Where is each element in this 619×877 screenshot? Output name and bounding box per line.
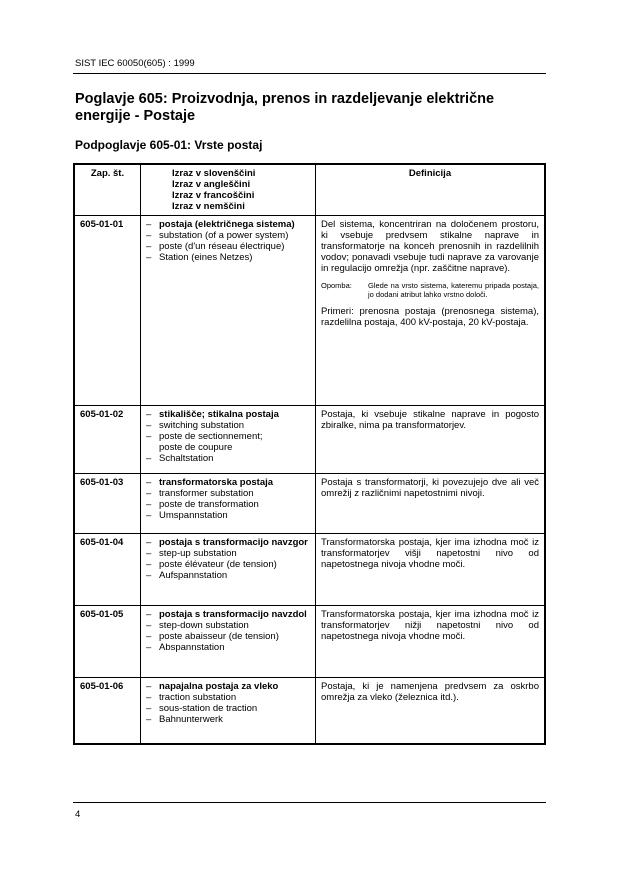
- term-fr: – poste élévateur (de tension): [146, 559, 277, 570]
- definition-text: Transformatorska postaja, kjer ima izhodna moč iz transformatorjev višji napetostni nivo od napetostnega nivoja vhodne moči.: [321, 537, 539, 570]
- entry-definition: [316, 534, 546, 606]
- entry-number: 605-01-02: [74, 406, 141, 474]
- term-fr: – poste (d'un réseau électrique): [146, 241, 285, 252]
- header-term-en: Izraz v angleščini: [172, 179, 251, 190]
- table-row: [74, 606, 545, 678]
- term-sl: – stikališče; stikalna postaja: [146, 409, 279, 420]
- terms-table: [73, 163, 546, 745]
- term-de: – Station (eines Netzes): [146, 252, 253, 263]
- entry-number: 605-01-04: [74, 534, 141, 606]
- subchapter-title: Podpoglavje 605-01: Vrste postaj: [75, 138, 263, 152]
- term-sl: – napajalna postaja za vleko: [146, 681, 279, 692]
- definition-note: [321, 281, 539, 299]
- term-en: – substation (of a power system): [146, 230, 289, 241]
- entry-terms: [141, 406, 316, 474]
- term-fr: – poste de sectionnement;: [146, 431, 263, 442]
- entry-terms: [141, 474, 316, 534]
- term-de: – Schaltstation: [146, 453, 214, 464]
- entry-definition: [316, 606, 546, 678]
- term-en: – transformer substation: [146, 488, 254, 499]
- definition-examples: Primeri: prenosna postaja (prenosnega sistema), razdelilna postaja, 400 kV-postaja, 20 kV-postaja.: [321, 306, 539, 328]
- term-en: – step-up substation: [146, 548, 237, 559]
- term-fr: – poste de transformation: [146, 499, 259, 510]
- entry-number: 605-01-01: [74, 216, 141, 406]
- entry-definition: [316, 406, 546, 474]
- document-code: SIST IEC 60050(605) : 1999: [75, 58, 195, 69]
- entry-terms: [141, 534, 316, 606]
- entry-terms: [141, 216, 316, 406]
- entry-definition: [316, 678, 546, 744]
- header-term-sl: Izraz v slovenščini: [172, 168, 256, 179]
- term-sl: – transformatorska postaja: [146, 477, 274, 488]
- entry-definition: [316, 216, 546, 406]
- page-number: 4: [75, 809, 81, 820]
- term-fr: – poste abaisseur (de tension): [146, 631, 279, 642]
- entry-terms: [141, 678, 316, 744]
- entry-definition: [316, 474, 546, 534]
- table-header-row: [74, 164, 545, 216]
- term-sl: – postaja (električnega sistema): [146, 219, 295, 230]
- definition-text: Postaja, ki je namenjena predvsem za oskrbo omrežja za vleko (železnica itd.).: [321, 681, 539, 703]
- entry-number: 605-01-03: [74, 474, 141, 534]
- table-row: [74, 474, 545, 534]
- header-definition: Definicija: [316, 164, 546, 216]
- definition-text: Postaja, ki vsebuje stikalne naprave in pogosto zbiralke, nima pa transformatorjev.: [321, 409, 539, 431]
- term-de: – Bahnunterwerk: [146, 714, 223, 725]
- chapter-title: Poglavje 605: Proizvodnja, prenos in razdeljevanje električne energije - Postaje: [75, 91, 495, 124]
- header-term-de: Izraz v nemščini: [172, 201, 245, 212]
- header-term-fr: Izraz v francoščini: [172, 190, 255, 201]
- header-terms: [141, 164, 316, 216]
- note-text: Glede na vrsto sistema, kateremu pripada postaja, jo dodani atribut lahko vrstno določi.: [368, 281, 539, 299]
- term-fr: – sous-station de traction: [146, 703, 258, 714]
- term-en: – switching substation: [146, 420, 245, 431]
- term-fr-continued: poste de coupure: [159, 442, 233, 453]
- term-de: – Abspannstation: [146, 642, 225, 653]
- header-number: Zap. št.: [74, 164, 141, 216]
- entry-number: 605-01-05: [74, 606, 141, 678]
- table-row: [74, 534, 545, 606]
- definition-text: Del sistema, koncentriran na določenem prostoru, ki vsebuje predvsem stikalne naprave in transformatorje na konceh prenosnih in razdelilnih vodov; ponavadi vsebuje tudi naprave za varovanje in regulacijo omrežja (npr. zaščitne naprave).: [321, 219, 539, 274]
- entry-terms: [141, 606, 316, 678]
- definition-text: Postaja s transformatorji, ki povezujejo dve ali več omrežij z različnimi napetostnimi nivoji.: [321, 477, 539, 499]
- table-row: [74, 216, 545, 406]
- term-sl: – postaja s transformacijo navzgor: [146, 537, 308, 548]
- entry-number: 605-01-06: [74, 678, 141, 744]
- definition-text: Transformatorska postaja, kjer ima izhodna moč iz transformatorjev nižji napetostni nivo od napetostnega nivoja vhodne moči.: [321, 609, 539, 642]
- term-de: – Aufspannstation: [146, 570, 228, 581]
- note-label: Opomba:: [321, 281, 352, 290]
- term-de: – Umspannstation: [146, 510, 228, 521]
- header-rule: [73, 73, 546, 74]
- term-sl: – postaja s transformacijo navzdol: [146, 609, 307, 620]
- footer-rule: [73, 802, 546, 803]
- table-row: [74, 406, 545, 474]
- term-en: – step-down substation: [146, 620, 249, 631]
- term-en: – traction substation: [146, 692, 237, 703]
- table-row: [74, 678, 545, 744]
